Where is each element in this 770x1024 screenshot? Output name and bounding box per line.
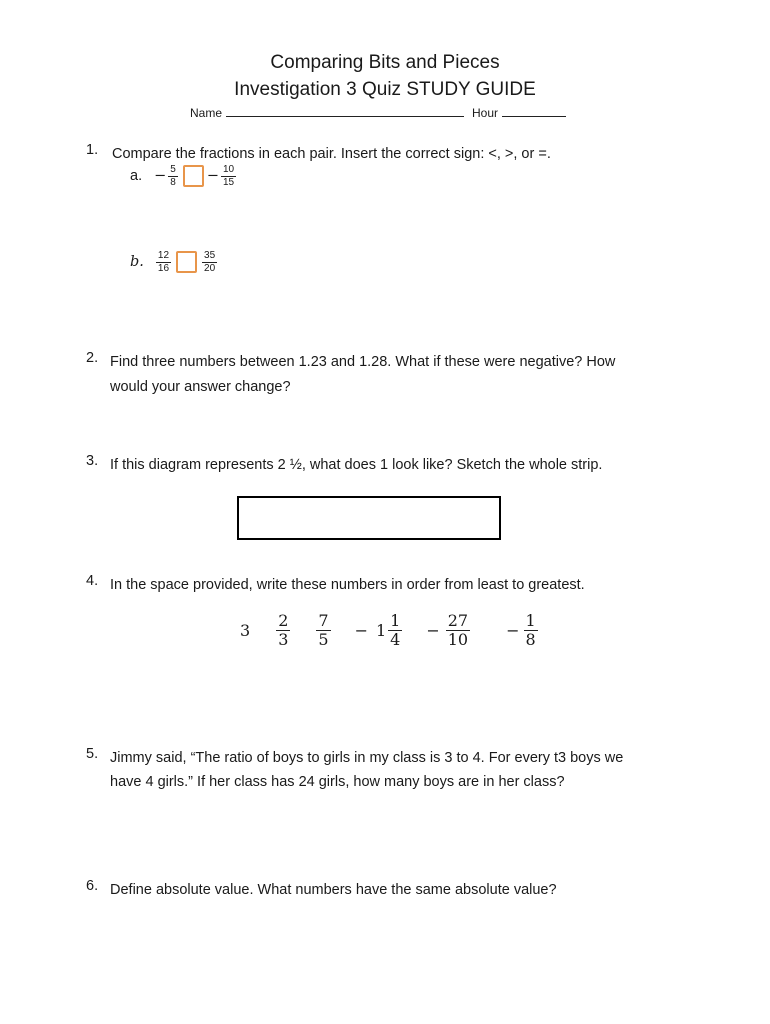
numerator: 12 xyxy=(157,250,170,261)
hour-blank[interactable] xyxy=(502,104,566,117)
numerator: 35 xyxy=(204,250,216,261)
number-item xyxy=(355,612,405,650)
question-number: 4. xyxy=(86,573,99,589)
denominator: 5 xyxy=(318,630,329,650)
minus-sign: − xyxy=(354,621,368,641)
fraction xyxy=(221,164,236,188)
fraction xyxy=(202,250,217,274)
title-line-1: Comparing Bits and Pieces xyxy=(270,52,500,73)
question-text: Define absolute value. What numbers have the same absolute value? xyxy=(110,882,557,898)
pair-label: a. xyxy=(130,168,143,184)
denominator: 8 xyxy=(170,176,176,188)
whole-part: 1 xyxy=(375,621,387,641)
minus-sign: − xyxy=(206,168,219,184)
denominator: 16 xyxy=(157,262,170,274)
answer-box[interactable] xyxy=(183,165,204,187)
question-number: 6. xyxy=(86,878,99,894)
name-hour-line xyxy=(190,104,566,120)
denominator: 3 xyxy=(278,630,289,650)
number-item xyxy=(426,612,472,650)
fraction xyxy=(156,250,171,274)
fraction xyxy=(524,612,538,650)
question-number: 1. xyxy=(86,142,99,158)
number-list xyxy=(240,612,540,650)
fraction xyxy=(388,612,402,650)
fraction xyxy=(446,612,470,650)
answer-box[interactable] xyxy=(176,251,197,273)
hour-label: Hour xyxy=(472,106,499,120)
minus-sign: − xyxy=(154,168,167,184)
numerator: 5 xyxy=(170,164,176,175)
denominator: 20 xyxy=(204,262,216,274)
question-text-line-2: would your answer change? xyxy=(110,379,291,395)
numerator: 1 xyxy=(525,611,536,630)
minus-sign: − xyxy=(506,621,520,641)
minus-sign: − xyxy=(426,621,440,641)
name-label: Name xyxy=(190,106,223,120)
question-number: 3. xyxy=(86,453,99,469)
denominator: 10 xyxy=(447,630,469,650)
question-text-line-2: have 4 girls.” If her class has 24 girls, how many boys are in her class? xyxy=(110,774,565,790)
number-item xyxy=(506,612,540,650)
pair-a xyxy=(130,164,238,188)
question-text: If this diagram represents 2 ½, what does 1 look like? Sketch the whole strip. xyxy=(110,457,603,473)
pair-label: b. xyxy=(130,254,144,270)
numerator: 1 xyxy=(390,611,401,630)
denominator: 8 xyxy=(525,630,536,650)
name-blank[interactable] xyxy=(226,104,464,117)
numerator: 7 xyxy=(318,611,329,630)
numerator: 2 xyxy=(278,611,289,630)
fraction xyxy=(168,164,178,188)
numerator: 10 xyxy=(222,164,235,175)
pair-b xyxy=(130,250,219,274)
question-text-line-1: Find three numbers between 1.23 and 1.28. What if these were negative? How xyxy=(110,354,616,370)
number-item: 3 xyxy=(240,621,251,641)
diagram-strip xyxy=(237,496,501,540)
denominator: 4 xyxy=(390,630,401,650)
number-item xyxy=(276,612,290,650)
numerator: 27 xyxy=(447,611,469,630)
number-item xyxy=(316,612,330,650)
question-number: 2. xyxy=(86,350,99,366)
question-text-line-1: Jimmy said, “The ratio of boys to girls in my class is 3 to 4. For every t3 boys we xyxy=(110,750,624,766)
question-number: 5. xyxy=(86,746,99,762)
question-text: In the space provided, write these numbers in order from least to greatest. xyxy=(110,577,585,593)
title-line-2: Investigation 3 Quiz STUDY GUIDE xyxy=(234,79,536,100)
denominator: 15 xyxy=(222,176,235,188)
question-text: Compare the fractions in each pair. Insert the correct sign: <, >, or =. xyxy=(112,146,551,162)
